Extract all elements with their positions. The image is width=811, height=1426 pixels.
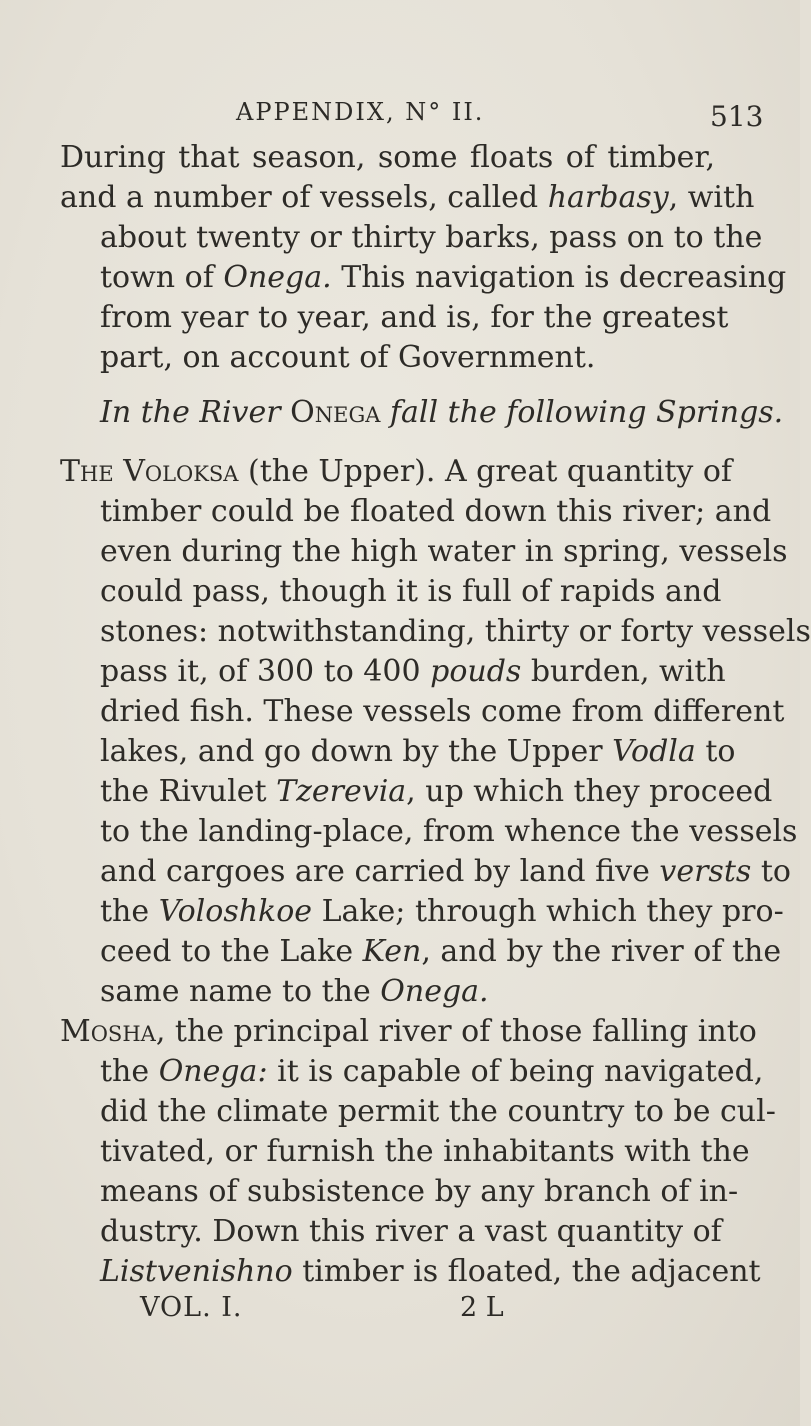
running-head: APPENDIX, N° II. [236, 98, 485, 126]
text-line: to the landing-place, from whence the vessels [100, 814, 798, 849]
text-line: dried fish. These vessels come from different [100, 694, 785, 729]
river-voloksa: The Voloksa [60, 454, 239, 489]
text-line: even during the high water in spring, vessels [100, 534, 788, 569]
text-line: tivated, or furnish the inhabitants with the [100, 1134, 750, 1169]
river-onega: Onega: [158, 1054, 268, 1089]
river-vodla: Vodla [612, 734, 696, 769]
river-name: Onega [290, 395, 381, 430]
text-line: from year to year, and is, for the greatest [100, 300, 729, 335]
text-line: same name to the Onega. [100, 974, 489, 1009]
term-harbasy: harbasy [547, 180, 669, 215]
section-heading: In the River Onega fall the following Springs. [100, 395, 784, 430]
lake-voloshkoe: Voloshkoe [158, 894, 313, 929]
text-line: dustry. Down this river a vast quantity of [100, 1214, 722, 1249]
text-line: pass it, of 300 to 400 pouds burden, with [100, 654, 726, 689]
term-listvenishno: Listvenishno [100, 1254, 293, 1289]
text-line: about twenty or thirty barks, pass on to the [100, 220, 763, 255]
text-line: and cargoes are carried by land five versts to [100, 854, 791, 889]
page-number: 513 [710, 100, 764, 133]
page-header [0, 98, 800, 138]
text-line: means of subsistence by any branch of in- [100, 1174, 739, 1209]
text-line: the Voloshkoe Lake; through which they pro- [100, 894, 784, 929]
unit-versts: versts [659, 854, 752, 889]
river-tzerevia: Tzerevia [276, 774, 407, 809]
text-line: stones: notwithstanding, thirty or forty vessels [100, 614, 811, 649]
lake-ken: Ken [362, 934, 422, 969]
text-line: The Voloksa (the Upper). A great quantity of [60, 454, 733, 489]
text-line: ceed to the Lake Ken, and by the river of the [100, 934, 782, 969]
text-line: the Rivulet Tzerevia, up which they proceed [100, 774, 773, 809]
text-line: did the climate permit the country to be cul- [100, 1094, 776, 1129]
unit-pouds: pouds [430, 654, 522, 689]
text-line: and a number of vessels, called harbasy, with [60, 180, 755, 215]
text-line: Mosha, the principal river of those falling into [60, 1014, 757, 1049]
text-line: the Onega: it is capable of being navigated, [100, 1054, 764, 1089]
place-onega: Onega. [223, 260, 332, 295]
signature-mark: 2 L [460, 1292, 504, 1323]
river-onega: Onega. [380, 974, 489, 1009]
text-line: timber could be floated down this river; and [100, 494, 772, 529]
text-line: lakes, and go down by the Upper Vodla to [100, 734, 736, 769]
text-line: part, on account of Government. [100, 340, 596, 375]
text-line: Listvenishno timber is floated, the adjacent [100, 1254, 761, 1289]
text-line: could pass, though it is full of rapids and [100, 574, 722, 609]
text-line: During that season, some floats of timber, [60, 140, 715, 175]
volume-mark: VOL. I. [140, 1292, 243, 1323]
text-line: town of Onega. This navigation is decreasing [100, 260, 787, 295]
river-mosha: Mosha [60, 1014, 156, 1049]
